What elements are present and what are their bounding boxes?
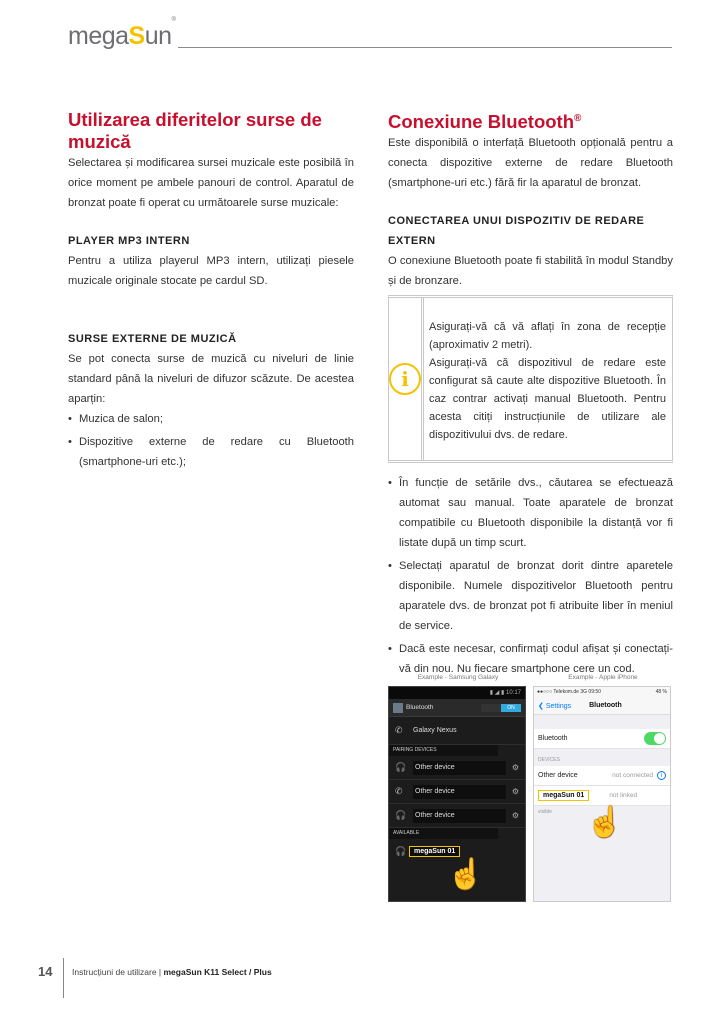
iphone-status-bar: ●●○○○ Telekom.de 3G 09:50 48 %	[534, 687, 670, 697]
section-title-music-sources: Utilizarea diferitelor surse de muzică	[68, 109, 322, 152]
footer-text: Instrucțiuni de utilizare | megaSun K11 Select / Plus	[72, 967, 272, 977]
info-icon[interactable]: i	[657, 771, 666, 780]
bluetooth-toggle[interactable]: ON	[481, 704, 521, 712]
connect-heading: CONECTAREA UNUI DISPOZITIV DE REDARE EXTERN	[388, 215, 645, 248]
android-status-bar: ▮ ◢ ▮ 10:17	[389, 687, 525, 699]
megasun-logo: megaSun®	[68, 16, 176, 50]
page-number: 14	[38, 964, 53, 979]
external-sources-list	[68, 409, 354, 472]
list-item: • Muzica de salon;	[68, 409, 354, 429]
headphones-icon: 🎧	[395, 845, 407, 856]
device-settings-icon[interactable]: ⚙	[511, 787, 519, 796]
paired-device-row[interactable]: 🎧 Other device ⚙	[389, 756, 525, 780]
footer-divider	[63, 958, 64, 998]
left-column	[68, 108, 354, 475]
iphone-screen	[533, 686, 671, 902]
paired-device-row[interactable]: ✆ Other device ⚙	[389, 780, 525, 804]
device-settings-icon[interactable]: ⚙	[511, 763, 519, 772]
megasun-device-row[interactable]: megaSun 01 not linked	[534, 786, 670, 806]
android-screen	[388, 686, 526, 902]
phone-icon: ✆	[395, 786, 403, 796]
iphone-caption: Example - Apple iPhone	[568, 674, 638, 681]
megasun-device[interactable]: megaSun 01	[538, 790, 589, 801]
info-box	[388, 295, 673, 463]
connect-text: O conexiune Bluetooth poate fi stabilită în modul Standby și de bronzare.	[388, 255, 673, 288]
settings-app-icon	[393, 703, 403, 713]
header-divider	[178, 47, 672, 48]
list-item: • Dispozitive externe de redare cu Bluetooth (smartphone-uri etc.);	[68, 432, 354, 472]
samsung-example	[388, 674, 528, 902]
samsung-caption: Example - Samsung Galaxy	[417, 674, 499, 681]
headphones-icon: 🎧	[395, 762, 407, 772]
phone-examples	[388, 674, 673, 902]
section-title-bluetooth: Conexiune Bluetooth®	[388, 111, 582, 133]
own-device-row: ✆ Galaxy Nexus	[389, 717, 525, 745]
list-item: • Dacă este necesar, confirmați codul afișat și conectați-vă din nou. Nu fiecare smartphone cere un cod.	[388, 639, 673, 679]
info-icon: i	[389, 363, 421, 395]
devices-label: DEVICES	[538, 757, 560, 763]
list-item: • Selectați aparatul de bronzat dorit dintre aparetele disponibile. Numele dispozitivelor Bluetooth pentru aparatele dvs. de bronzat pot fi atribuite liber în meniul de service.	[388, 556, 673, 636]
back-button[interactable]: ❮ Settings	[538, 702, 572, 710]
megasun-device[interactable]: megaSun 01	[409, 846, 460, 857]
pointing-hand-icon: ☝	[447, 858, 485, 891]
paired-devices-label: PAIRING DEVICES	[389, 745, 498, 756]
iphone-nav-bar: ❮ Settings Bluetooth	[534, 697, 670, 715]
external-sources-heading: SURSE EXTERNE DE MUZICĂ	[68, 333, 237, 345]
pointing-hand-icon: ☝	[586, 806, 624, 839]
list-item: • În funcție de setările dvs., căutarea se efectuează automat sau manual. Toate aparatele de bronzat compatibile cu Bluetooth disponibile la distanță vor fi listate după un timp scurt.	[388, 473, 673, 553]
android-bluetooth-bar: Bluetooth ON	[389, 699, 525, 717]
visible-label: visible	[538, 809, 552, 815]
info-text-search: Asigurați-vă că dispozitivul de redare este configurat să caute alte dispozitive Bluetooth. În caz contrar activați manual Bluetooth. Pentru acesta citiți instrucțiunile de utilizare ale dispozitivului dvs. de redare.	[429, 357, 666, 442]
bluetooth-intro: Este disponibilă o interfață Bluetooth opțională pentru a conecta dispozitive externe de redare Bluetooth (smartphone-uri etc.) fără fir la aparatul de bronzat.	[388, 137, 673, 190]
info-text-range: Asigurați-vă că vă aflați în zona de recepție (aproximativ 2 metri).	[429, 321, 666, 352]
iphone-example	[533, 674, 673, 902]
headphones-icon: 🎧	[395, 810, 407, 820]
available-devices-label: AVAILABLE	[389, 828, 498, 839]
external-sources-text: Se pot conecta surse de muzică cu niveluri de linie standard până la niveluri de difuzor scăzute. De acestea aparțin:	[68, 353, 354, 405]
mp3-text: Pentru a utiliza playerul MP3 intern, utilizați piesele muzicale originale stocate pe cardul SD.	[68, 255, 354, 287]
bluetooth-setting-row: Bluetooth	[534, 729, 670, 749]
device-settings-icon[interactable]: ⚙	[511, 811, 519, 820]
mp3-heading: PLAYER MP3 INTERN	[68, 235, 190, 247]
music-sources-intro: Selectarea și modificarea sursei muzicale este posibilă în orice moment pe ambele panouri de control. Aparatul de bronzat poate fi operat cu următoarele surse muzicale:	[68, 157, 354, 209]
phone-icon: ✆	[395, 725, 403, 735]
paired-device-row[interactable]: 🎧 Other device ⚙	[389, 804, 525, 828]
other-device-row[interactable]: Other device not connected i	[534, 766, 670, 786]
bluetooth-switch[interactable]	[644, 732, 666, 745]
right-column	[388, 108, 673, 682]
connect-steps-list	[388, 473, 673, 679]
